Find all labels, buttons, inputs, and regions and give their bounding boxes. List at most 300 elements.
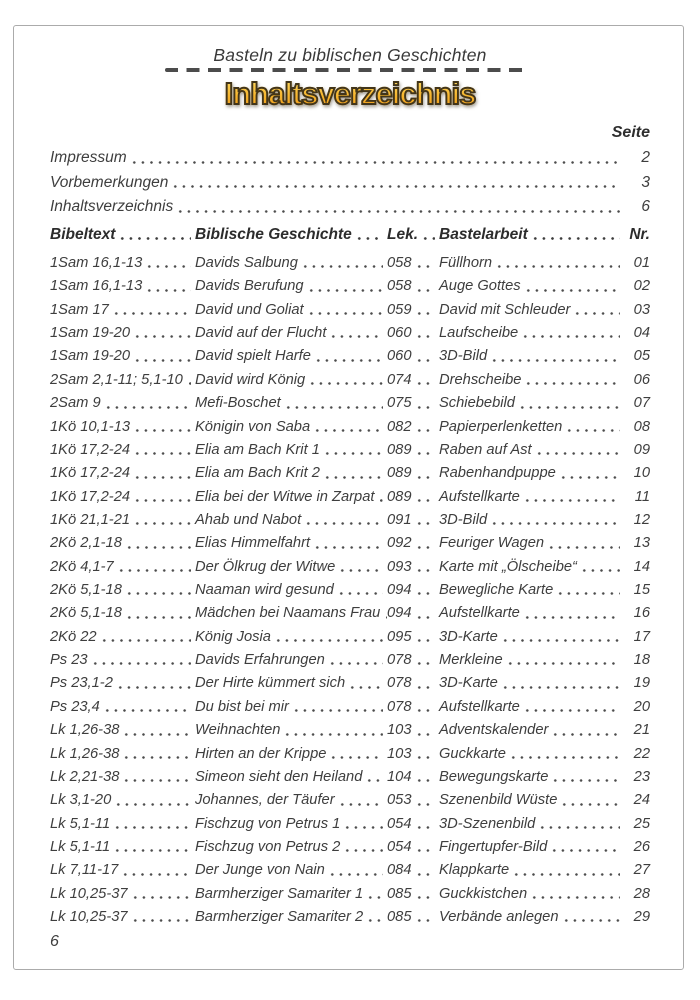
cell-geschichte (195, 626, 387, 649)
cell-nr: 10 (633, 465, 650, 482)
leader-dots (524, 369, 620, 392)
cell-geschichte (195, 602, 387, 625)
leader-dots (506, 649, 620, 672)
cell-nr: 04 (633, 325, 650, 342)
cell-lektion (387, 836, 439, 859)
bastelarbeit-value: Bewegungskarte (439, 768, 549, 785)
leader-dots (495, 252, 620, 275)
cell-geschichte (195, 299, 387, 322)
bastelarbeit-value: Füllhorn (439, 255, 493, 271)
leader-dots (580, 556, 620, 579)
lektion-value: 058 (387, 278, 412, 295)
cell-lektion (387, 579, 439, 602)
cell-bibeltext (50, 906, 195, 929)
cell-bibeltext (50, 345, 195, 368)
lektion-value: 089 (387, 465, 412, 482)
leader-dots (171, 171, 620, 196)
geschichte-value: Naaman wird gesund (195, 582, 334, 599)
cell-bastelarbeit (439, 252, 624, 275)
leader-dots (125, 602, 191, 625)
cell-lektion (387, 275, 439, 298)
bibeltext-value: Lk 1,26-38 (50, 722, 120, 739)
lektion-value: 094 (387, 582, 412, 599)
lektion-value: 095 (387, 628, 412, 645)
lektion-value: 058 (387, 255, 412, 271)
cell-nr: 19 (633, 675, 650, 692)
cell-lektion (387, 299, 439, 322)
front-matter-item (50, 195, 650, 220)
cell-lektion (387, 322, 439, 345)
geschichte-value: Mädchen bei Naamans Frau (195, 605, 381, 622)
cell-bibeltext (50, 789, 195, 812)
table-row (50, 813, 650, 836)
cell-bastelarbeit (439, 719, 624, 742)
cell-lektion (387, 649, 439, 672)
bastelarbeit-value: Raben auf Ast (439, 441, 532, 458)
cell-bastelarbeit (439, 672, 624, 695)
bibeltext-value: Lk 2,21-38 (50, 768, 120, 785)
cell-bibeltext (50, 439, 195, 462)
bastelarbeit-value: Verbände anlegen (439, 909, 559, 926)
lektion-value: 092 (387, 535, 412, 552)
front-matter-page: 2 (641, 149, 650, 166)
cell-bastelarbeit (439, 509, 624, 532)
bastelarbeit-value: Klappkarte (439, 862, 510, 879)
page-column-label: Seite (611, 124, 650, 141)
leader-dots (365, 766, 383, 789)
column-header-bibeltext: Bibeltext (50, 223, 195, 247)
cell-lektion (387, 906, 439, 929)
front-matter-cell (50, 195, 624, 220)
lektion-value: 054 (387, 838, 412, 855)
geschichte-value: Elia am Bach Krit 2 (195, 465, 320, 482)
cell-lektion (387, 439, 439, 462)
cell-lektion (387, 345, 439, 368)
leader-dots (573, 299, 620, 322)
geschichte-value: Elias Himmelfahrt (195, 535, 311, 552)
cell-bastelarbeit (439, 369, 624, 392)
lektion-value: 078 (387, 675, 412, 692)
leader-dots (343, 813, 383, 836)
cell-bibeltext (50, 813, 195, 836)
leader-dots (366, 906, 383, 929)
bastelarbeit-value: David mit Schleuder (439, 301, 571, 318)
cell-bastelarbeit (439, 813, 624, 836)
leader-dots (113, 813, 191, 836)
geschichte-value: Der Ölkrug der Witwe (195, 558, 336, 575)
cell-lektion (387, 532, 439, 555)
leader-dots (113, 836, 191, 859)
bastelarbeit-value: Fingertupfer-Bild (439, 838, 548, 855)
bibeltext-value: 2Sam 9 (50, 395, 101, 412)
cell-bibeltext (50, 462, 195, 485)
leader-dots (524, 275, 620, 298)
leader-dots (274, 626, 383, 649)
leader-dots (338, 789, 383, 812)
table-row (50, 509, 650, 532)
bibeltext-value: Ps 23,1-2 (50, 675, 113, 692)
leader-dots (314, 345, 383, 368)
cell-bastelarbeit (439, 462, 624, 485)
lektion-value: 053 (387, 792, 412, 809)
cell-nr: 25 (633, 815, 650, 832)
lektion-value: 093 (387, 558, 412, 575)
lektion-value: 082 (387, 418, 412, 435)
cell-bastelarbeit (439, 439, 624, 462)
lektion-value: 094 (387, 605, 412, 622)
leader-dots (125, 579, 191, 602)
bastelarbeit-value: 3D-Karte (439, 628, 498, 645)
leader-dots (415, 836, 435, 859)
cell-nr: 11 (634, 488, 650, 505)
cell-lektion (387, 416, 439, 439)
cell-lektion (387, 672, 439, 695)
bastelarbeit-value: Bewegliche Karte (439, 582, 554, 599)
cell-bastelarbeit (439, 556, 624, 579)
leader-dots (328, 859, 383, 882)
leader-dots (133, 439, 191, 462)
cell-lektion (387, 509, 439, 532)
lektion-value: 084 (387, 862, 412, 879)
bastelarbeit-value: 3D-Karte (439, 675, 498, 692)
front-matter-cell (50, 171, 624, 196)
cell-geschichte (195, 649, 387, 672)
cell-bibeltext (50, 416, 195, 439)
bastelarbeit-value: 3D-Bild (439, 511, 488, 528)
leader-dots (103, 696, 191, 719)
dashed-divider (165, 68, 527, 72)
leader-dots (131, 883, 191, 906)
cell-bastelarbeit (439, 322, 624, 345)
cell-geschichte (195, 416, 387, 439)
cell-nr: 09 (633, 441, 650, 458)
cell-geschichte (195, 743, 387, 766)
cell-bastelarbeit (439, 532, 624, 555)
bibeltext-value: 1Kö 17,2-24 (50, 488, 131, 505)
cell-bastelarbeit (439, 392, 624, 415)
leader-dots (518, 392, 620, 415)
bastelarbeit-value: Szenenbild Wüste (439, 792, 558, 809)
cell-lektion (387, 602, 439, 625)
leader-dots (415, 859, 435, 882)
leader-dots (122, 719, 191, 742)
leader-dots (523, 602, 620, 625)
cell-bastelarbeit (439, 649, 624, 672)
leader-dots (329, 743, 383, 766)
cell-geschichte (195, 345, 387, 368)
cell-nr: 03 (633, 301, 650, 318)
leader-dots (355, 223, 383, 247)
cell-nr: 23 (633, 768, 650, 785)
table-row (50, 369, 650, 392)
geschichte-value: Barmherziger Samariter 2 (195, 909, 364, 926)
leader-dots (133, 462, 191, 485)
geschichte-value: Hirten an der Krippe (195, 745, 327, 762)
cell-geschichte (195, 556, 387, 579)
bastelarbeit-value: Guckkarte (439, 745, 506, 762)
front-matter-list (50, 146, 650, 220)
leader-dots (125, 532, 191, 555)
cell-bastelarbeit (439, 883, 624, 906)
cell-bastelarbeit (439, 486, 624, 509)
cell-geschichte (195, 672, 387, 695)
table-row (50, 462, 650, 485)
leader-dots (490, 345, 620, 368)
column-header-nr: Nr. (629, 226, 650, 243)
front-matter-item (50, 146, 650, 171)
cell-lektion (387, 743, 439, 766)
leader-dots (415, 906, 435, 929)
cell-nr: 29 (633, 909, 650, 926)
table-row (50, 626, 650, 649)
leader-dots (116, 672, 191, 695)
front-matter-label: Vorbemerkungen (50, 173, 169, 191)
cell-bastelarbeit (439, 275, 624, 298)
leader-dots (283, 719, 383, 742)
cell-nr: 01 (633, 255, 650, 271)
bastelarbeit-value: Aufstellkarte (439, 698, 520, 715)
cell-lektion (387, 486, 439, 509)
geschichte-value: Simeon sieht den Heiland (195, 768, 363, 785)
leader-dots (133, 345, 191, 368)
cell-bastelarbeit (439, 345, 624, 368)
leader-dots (490, 509, 620, 532)
leader-dots (415, 719, 435, 742)
front-matter-item (50, 171, 650, 196)
geschichte-value: Barmherziger Samariter 1 (195, 885, 364, 902)
table-row (50, 883, 650, 906)
leader-dots (415, 696, 435, 719)
bibeltext-value: Lk 10,25-37 (50, 909, 128, 926)
leader-dots (501, 626, 620, 649)
table-row (50, 789, 650, 812)
table-row (50, 836, 650, 859)
bibeltext-value: 1Sam 16,1-13 (50, 255, 143, 271)
leader-dots (176, 195, 620, 220)
cell-nr: 20 (633, 698, 650, 715)
toc-rows (50, 252, 650, 929)
lektion-value: 085 (387, 909, 412, 926)
leader-dots (523, 696, 620, 719)
cell-geschichte (195, 369, 387, 392)
leader-dots (415, 369, 435, 392)
table-row (50, 906, 650, 929)
cell-bibeltext (50, 743, 195, 766)
leader-dots (415, 392, 435, 415)
table-row (50, 322, 650, 345)
cell-bibeltext (50, 836, 195, 859)
table-row (50, 719, 650, 742)
cell-bastelarbeit (439, 766, 624, 789)
leader-dots (415, 299, 435, 322)
leader-dots (560, 789, 620, 812)
lektion-value: 104 (387, 768, 412, 785)
leader-dots (415, 672, 435, 695)
cell-nr: 24 (633, 792, 650, 809)
leader-dots (307, 299, 383, 322)
cell-lektion (387, 556, 439, 579)
lektion-value: 060 (387, 348, 412, 365)
column-header-lektion: Lek. (387, 223, 439, 247)
table-row (50, 649, 650, 672)
geschichte-value: David und Goliat (195, 301, 304, 318)
cell-lektion (387, 859, 439, 882)
leader-dots (551, 766, 620, 789)
cell-geschichte (195, 322, 387, 345)
lektion-value: 075 (387, 395, 412, 412)
cell-lektion (387, 719, 439, 742)
lektion-value: 103 (387, 722, 412, 739)
leader-dots (415, 626, 435, 649)
front-matter-cell (50, 146, 624, 171)
table-row (50, 743, 650, 766)
bastelarbeit-value: 3D-Bild (439, 348, 488, 365)
geschichte-value: Fischzug von Petrus 2 (195, 838, 341, 855)
leader-dots (145, 275, 191, 298)
front-matter-page: 3 (641, 173, 650, 191)
leader-dots (421, 223, 435, 247)
leader-dots (509, 743, 620, 766)
lektion-value: 054 (387, 815, 412, 832)
leader-dots (114, 789, 191, 812)
column-header-bastelarbeit: Bastelarbeit (439, 223, 624, 247)
leader-dots (348, 672, 383, 695)
table-row (50, 696, 650, 719)
cell-bibeltext (50, 579, 195, 602)
cell-bastelarbeit (439, 859, 624, 882)
cell-nr: 16 (633, 605, 650, 622)
leader-dots (308, 369, 383, 392)
geschichte-value: Davids Erfahrungen (195, 652, 325, 669)
bibeltext-value: 2Kö 5,1-18 (50, 605, 122, 622)
cell-geschichte (195, 252, 387, 275)
cell-nr: 13 (633, 535, 650, 552)
cell-nr: 05 (633, 348, 650, 365)
leader-dots (565, 416, 620, 439)
cell-lektion (387, 626, 439, 649)
bibeltext-value: 2Kö 2,1-18 (50, 535, 122, 552)
cell-nr: 08 (633, 418, 650, 435)
cell-bibeltext (50, 509, 195, 532)
leader-dots (366, 883, 383, 906)
table-row (50, 416, 650, 439)
front-matter-label: Inhaltsverzeichnis (50, 198, 174, 216)
cell-bibeltext (50, 696, 195, 719)
lektion-value: 074 (387, 371, 412, 388)
cell-geschichte (195, 883, 387, 906)
cell-bibeltext (50, 602, 195, 625)
column-header-geschichte: Biblische Geschichte (195, 223, 387, 247)
cell-bibeltext (50, 532, 195, 555)
cell-lektion (387, 252, 439, 275)
leader-dots (122, 743, 191, 766)
bastelarbeit-value: 3D-Szenenbild (439, 815, 536, 832)
bastelarbeit-value: Drehscheibe (439, 371, 522, 388)
leader-dots (415, 252, 435, 275)
leader-dots (531, 223, 620, 247)
cell-bastelarbeit (439, 789, 624, 812)
bibeltext-value: 1Sam 19-20 (50, 325, 131, 342)
cell-geschichte (195, 462, 387, 485)
lektion-value: 103 (387, 745, 412, 762)
cell-nr: 26 (633, 838, 650, 855)
leader-dots (556, 579, 620, 602)
table-row (50, 556, 650, 579)
leader-dots (415, 486, 435, 509)
geschichte-value: Johannes, der Täufer (195, 792, 335, 809)
toc-table-header (50, 223, 650, 247)
leader-dots (292, 696, 383, 719)
geschichte-value: König Josia (195, 628, 271, 645)
cell-bastelarbeit (439, 836, 624, 859)
leader-dots (307, 275, 383, 298)
geschichte-value: Der Hirte kümmert sich (195, 675, 346, 692)
bibeltext-value: Lk 5,1-11 (50, 838, 111, 855)
cell-geschichte (195, 579, 387, 602)
leader-dots (562, 906, 620, 929)
bibeltext-value: Ps 23,4 (50, 698, 100, 715)
cell-nr: 06 (633, 371, 650, 388)
leader-dots (313, 416, 383, 439)
cell-bibeltext (50, 883, 195, 906)
cell-geschichte (195, 789, 387, 812)
cell-bibeltext (50, 766, 195, 789)
bastelarbeit-value: Rabenhandpuppe (439, 465, 556, 482)
table-row (50, 672, 650, 695)
bibeltext-value: 1Kö 10,1-13 (50, 418, 131, 435)
leader-dots (559, 462, 620, 485)
bastelarbeit-value: Schiebebild (439, 395, 515, 412)
leader-dots (415, 649, 435, 672)
geschichte-value: Königin von Saba (195, 418, 311, 435)
leader-dots (131, 906, 191, 929)
leader-dots (415, 416, 435, 439)
cell-nr: 28 (633, 885, 650, 902)
bastelarbeit-value: Papierperlenketten (439, 418, 563, 435)
front-matter-page: 6 (641, 198, 650, 216)
bastelarbeit-value: Laufscheibe (439, 325, 519, 342)
lektion-value: 089 (387, 488, 412, 505)
leader-dots (415, 532, 435, 555)
leader-dots (186, 369, 191, 392)
leader-dots (104, 392, 191, 415)
leader-dots (415, 556, 435, 579)
cell-lektion (387, 462, 439, 485)
cell-nr: 02 (633, 278, 650, 295)
geschichte-value: Fischzug von Petrus 1 (195, 815, 341, 832)
bibeltext-value: 2Kö 5,1-18 (50, 582, 122, 599)
leader-dots (415, 579, 435, 602)
leader-dots (415, 439, 435, 462)
bibeltext-value: 1Sam 16,1-13 (50, 278, 143, 295)
cell-bibeltext (50, 392, 195, 415)
geschichte-value: Davids Berufung (195, 278, 304, 295)
leader-dots (550, 836, 620, 859)
bastelarbeit-value: Aufstellkarte (439, 488, 520, 505)
lektion-value: 085 (387, 885, 412, 902)
cell-geschichte (195, 766, 387, 789)
table-row (50, 299, 650, 322)
bastelarbeit-value: Karte mit „Ölscheibe“ (439, 558, 577, 575)
cell-bibeltext (50, 859, 195, 882)
geschichte-value: Weihnachten (195, 722, 281, 739)
bibeltext-value: 2Kö 4,1-7 (50, 558, 114, 575)
cell-bibeltext (50, 486, 195, 509)
leader-dots (415, 789, 435, 812)
page-title-wrap (0, 76, 700, 112)
cell-bibeltext (50, 322, 195, 345)
lektion-value: 091 (387, 511, 412, 528)
